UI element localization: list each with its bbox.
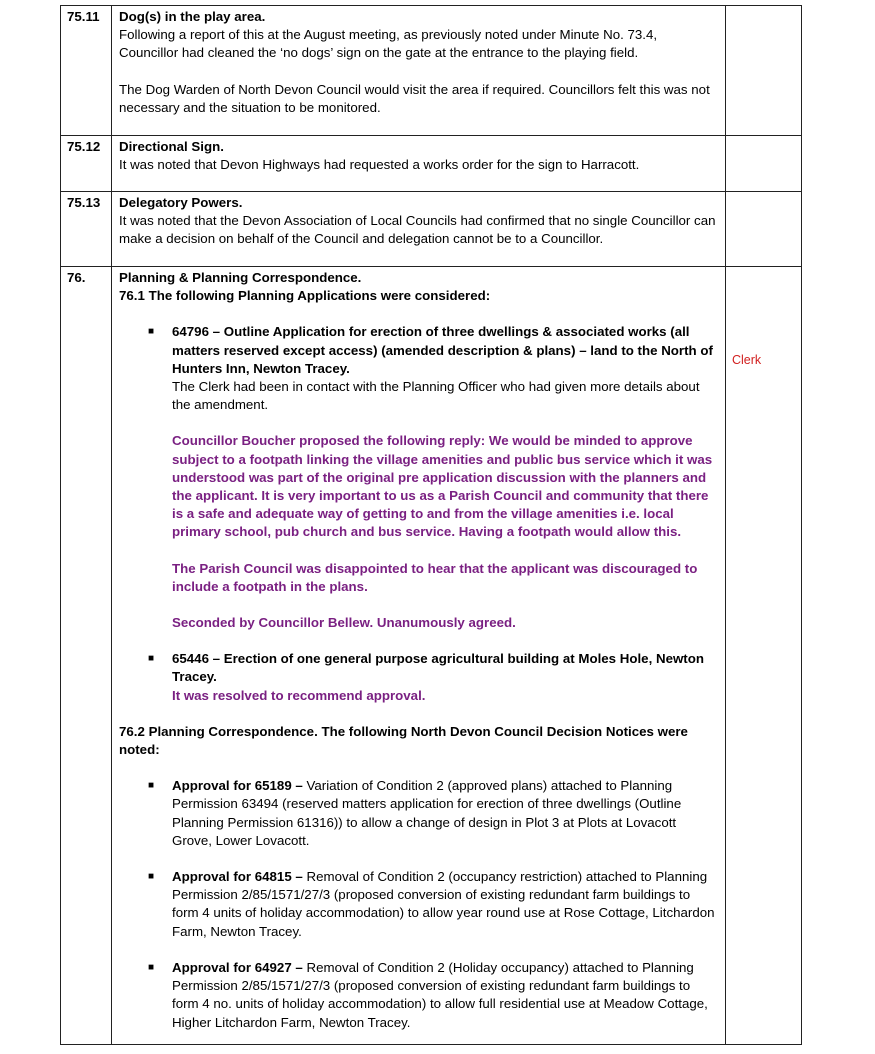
bullet-icon: ■ <box>148 871 155 883</box>
bullet-icon: ■ <box>148 653 155 665</box>
decision-label: Approval for 65189 – <box>172 778 303 794</box>
minute-body <box>112 192 726 267</box>
application-title: 64796 – Outline Application for erection of three dwellings & associated works (all matters reserved except access) (amended description & plans) – land to the North of Hunters Inn, Newton Tracey. <box>172 324 713 376</box>
resolution-text: The Parish Council was disappointed to hear that the applicant was discouraged to include a footpath in the plans. <box>172 560 698 594</box>
minute-heading: Directional Sign. <box>119 139 224 154</box>
decision-label: Approval for 64927 – <box>172 959 303 975</box>
bullet-icon: ■ <box>148 326 155 338</box>
minute-number: 75.12 <box>61 136 112 192</box>
decision-notice <box>172 868 719 941</box>
resolution-text: Councillor Boucher proposed the following reply: We would be minded to approve subject to a footpath linking the village amenities and public bus service which it was understood was part of the original pre application discussion with the planners and the applicant. It is very important to us as a Parish Council and community that there is a safe and adequate way of getting to and from the village amenities i.e. local primary school, pub church and bus service. Having a footpath would allow this. <box>172 433 713 540</box>
minute-paragraph: The Dog Warden of North Devon Council would visit the area if required. Councillors felt this was not necessary and the situation to be monitored. <box>119 81 710 115</box>
minute-body <box>112 136 726 192</box>
minute-paragraph: It was noted that the Devon Association of Local Councils had confirmed that no single Councillor can make a decision on behalf of the Council and delegation cannot be to a Councillor. <box>119 213 716 247</box>
action-cell <box>726 136 802 192</box>
application-note: The Clerk had been in contact with the Planning Officer who had given more details about the amendment. <box>172 379 700 413</box>
resolution-text: It was resolved to recommend approval. <box>172 687 426 703</box>
action-cell <box>726 6 802 136</box>
minute-row-75-11 <box>61 6 802 136</box>
list-item <box>148 323 719 650</box>
minute-body <box>112 6 726 136</box>
bullet-icon: ■ <box>148 961 155 973</box>
resolution-text: Seconded by Councillor Bellew. Unanumously agreed. <box>172 615 516 631</box>
action-cell <box>726 192 802 267</box>
application-title: 65446 – Erection of one general purpose agricultural building at Moles Hole, Newton Tracey. <box>172 651 704 685</box>
minute-number: 76. <box>61 267 112 1045</box>
minute-row-75-12 <box>61 136 802 192</box>
minute-paragraph: Following a report of this at the August meeting, as previously noted under Minute No. 73.4, Councillor had cleaned the ‘no dogs’ sign on the gate at the entrance to the playing field. <box>119 27 658 61</box>
minute-number: 75.11 <box>61 6 112 136</box>
minutes-table <box>60 5 802 1045</box>
bullet-icon: ■ <box>148 780 155 792</box>
decision-notices-list <box>119 777 719 1031</box>
list-item <box>148 868 719 959</box>
minute-heading: Dog(s) in the play area. <box>119 9 266 24</box>
minute-number: 75.13 <box>61 192 112 267</box>
decision-text: Removal of Condition 2 (occupancy restriction) attached to Planning Permission 2/85/1571/27/3 (proposed conversion of existing redundant farm buildings to form 4 units of holiday accommodation) to allow year round use at Rose Cottage, Litchardon Farm, Newton Tracey. <box>172 869 715 939</box>
list-item <box>148 777 719 868</box>
minute-paragraph: It was noted that Devon Highways had requested a works order for the sign to Harracott. <box>119 157 640 173</box>
list-item <box>148 959 719 1032</box>
decision-text: Variation of Condition 2 (approved plans) attached to Planning Permission 63494 (reserved matters application for erection of three dwellings (Outline Planning Permission 61316)) to allow a change of design in Plot 3 at Plots at Lovacott Grove, Lower Lovacott. <box>172 778 682 848</box>
decision-label: Approval for 64815 – <box>172 869 303 885</box>
decision-text: Removal of Condition 2 (Holiday occupancy) attached to Planning Permission 2/85/1571/27/3 (proposed conversion of existing redundant farm buildings to form 4 no. units of holiday accommodation) to allow full residential use at Meadow Cottage, Higher Litchardon Farm, Newton Tracey. <box>172 959 708 1030</box>
applications-list <box>119 323 719 704</box>
decision-notice <box>172 959 719 1032</box>
minute-heading: Delegatory Powers. <box>119 195 243 210</box>
decision-notice <box>172 777 719 850</box>
minute-row-75-13 <box>61 192 802 267</box>
minute-body <box>112 267 726 1045</box>
minute-heading: Planning & Planning Correspondence. <box>119 270 362 285</box>
subsection-heading: 76.2 Planning Correspondence. The following North Devon Council Decision Notices were noted: <box>119 723 688 758</box>
minute-row-76 <box>61 267 802 1045</box>
action-clerk: Clerk <box>732 353 762 367</box>
subsection-heading: 76.1 The following Planning Applications were considered: <box>119 288 491 304</box>
list-item <box>148 650 719 705</box>
action-cell <box>726 267 802 1045</box>
